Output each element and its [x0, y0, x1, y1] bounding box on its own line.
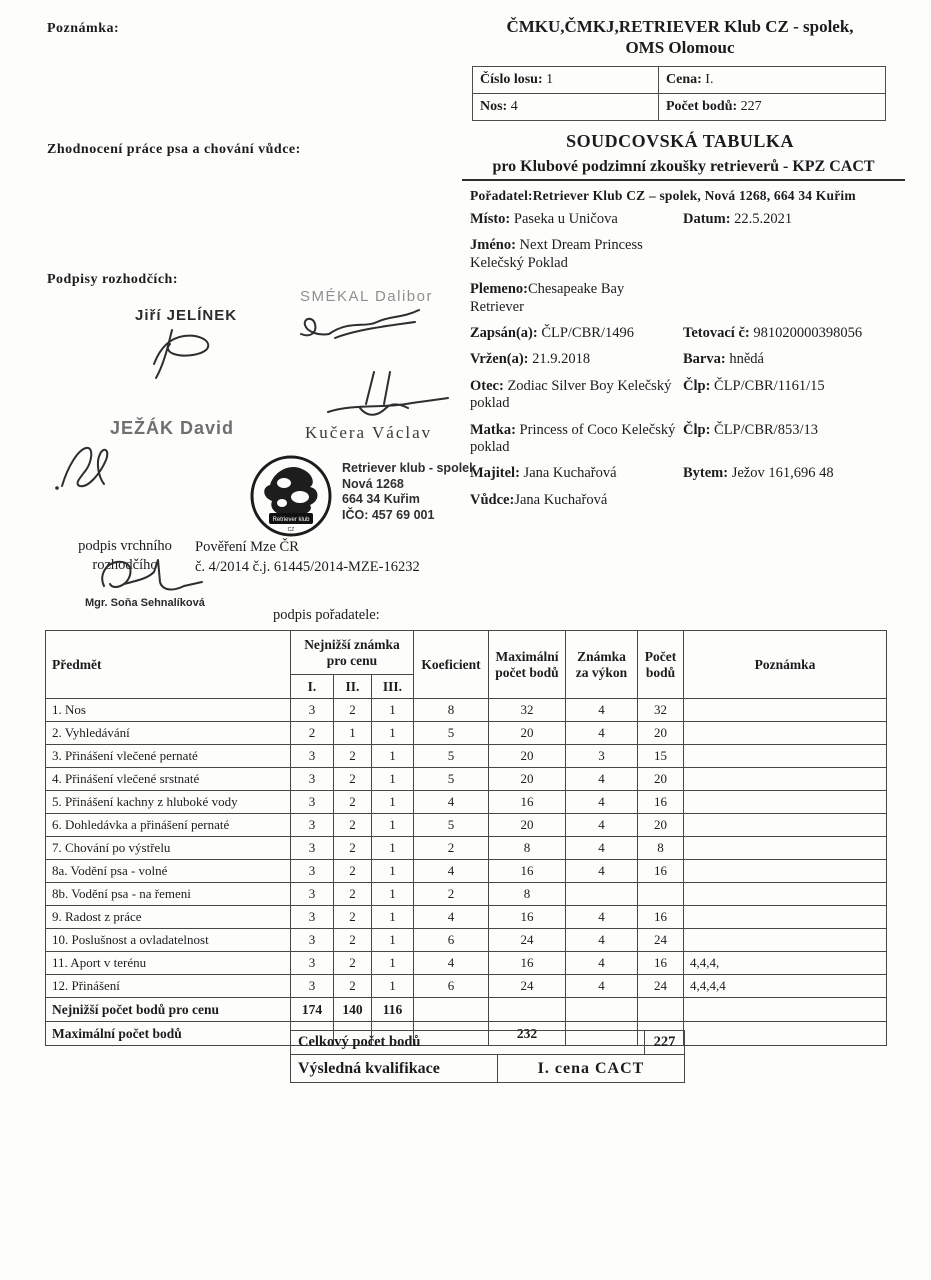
- cell-max-bodu: 16: [489, 906, 566, 929]
- detail-label: Otec:: [470, 377, 504, 394]
- cell-znamka-ii: 2: [334, 906, 372, 929]
- cell-koeficient: 5: [414, 722, 489, 745]
- cell-max-bodu: 8: [489, 883, 566, 906]
- lot-info-table: [472, 66, 886, 121]
- cell-pocet-bodu: 15: [638, 745, 684, 768]
- max-points-value: 232: [489, 1022, 566, 1046]
- chief-label-line-1: podpis vrchního: [78, 538, 172, 554]
- cell-znamka-i: 3: [291, 791, 334, 814]
- judge-name-jezak: JEŽÁK David: [110, 418, 235, 438]
- cell-znamka-vykon: 4: [566, 814, 638, 837]
- detail-line: [470, 325, 926, 342]
- detail-label-2: Datum:: [683, 211, 731, 227]
- cell-max-bodu: 16: [489, 860, 566, 883]
- authorization-line-1: Pověření Mze ČR: [195, 539, 299, 555]
- cell-znamka-ii: 2: [334, 768, 372, 791]
- cell-znamka-ii: 2: [334, 929, 372, 952]
- stamp-line-3: 664 34 Kuřim: [342, 492, 420, 507]
- stamp-line-1: Retriever klub - spolek: [342, 461, 477, 475]
- cell-znamka-iii: 1: [372, 768, 414, 791]
- detail-label: Matka:: [470, 421, 516, 438]
- detail-label-2: Člp:: [683, 377, 711, 394]
- cell-znamka-iii: 1: [372, 814, 414, 837]
- dog-details: [470, 188, 926, 518]
- cell-max-bodu: 20: [489, 768, 566, 791]
- cell-koeficient: 6: [414, 975, 489, 998]
- detail-right: [683, 237, 926, 272]
- cell-znamka-ii: 2: [334, 814, 372, 837]
- col-header-nejnizsi-znamka: Nejnižší známka pro cenu: [291, 631, 414, 675]
- detail-line: [470, 422, 926, 457]
- judges-signatures-label: Podpisy rozhodčích:: [47, 272, 178, 287]
- cell-koeficient: 4: [414, 952, 489, 975]
- detail-value: Next Dream Princess Kelečský Poklad: [470, 237, 643, 271]
- cell-znamka-vykon: 4: [566, 906, 638, 929]
- table-row: [46, 814, 887, 837]
- col-header-cena-3: III.: [372, 675, 414, 699]
- table-row: [473, 67, 886, 94]
- cell-znamka-vykon: 4: [566, 768, 638, 791]
- cislo-losu-value: 1: [542, 72, 554, 87]
- table-row: [46, 768, 887, 791]
- cell-znamka-ii: 1: [334, 722, 372, 745]
- cell-znamka-vykon: 3: [566, 745, 638, 768]
- min-points-label: Nejnižší počet bodů pro cenu: [46, 998, 291, 1022]
- cell-znamka-i: 3: [291, 837, 334, 860]
- cell-predmet: 4. Přinášení vlečené srstnaté: [46, 768, 291, 791]
- cell-poznamka: [684, 699, 887, 722]
- score-table: [45, 630, 887, 1046]
- max-points-label: Maximální počet bodů: [46, 1022, 291, 1046]
- cell-znamka-iii: 1: [372, 883, 414, 906]
- table-row: [46, 837, 887, 860]
- col-header-cena-2: II.: [334, 675, 372, 699]
- detail-left: [470, 211, 683, 228]
- empty-cell: [566, 998, 638, 1022]
- cell-pocet-bodu: 16: [638, 860, 684, 883]
- cell-poznamka: [684, 860, 887, 883]
- detail-value-2: 22.5.2021: [730, 211, 793, 227]
- organisation-header: [455, 16, 905, 59]
- cena-label: Cena:: [666, 72, 702, 87]
- detail-label: Vůdce:: [470, 491, 515, 508]
- organizer-signature-label: podpis pořadatele:: [273, 607, 380, 623]
- cell-max-bodu: 8: [489, 837, 566, 860]
- signature-jelinek: [140, 320, 240, 382]
- cell-koeficient: 2: [414, 837, 489, 860]
- col-header-pocet-bodu: Počet bodů: [638, 631, 684, 699]
- qualification-label: Výsledná kvalifikace: [290, 1055, 497, 1083]
- detail-line: [470, 281, 926, 316]
- cislo-losu-cell: [473, 67, 659, 94]
- cell-koeficient: 8: [414, 699, 489, 722]
- stamp-emblem-text: Retriever klub: [272, 517, 310, 523]
- cell-znamka-i: 3: [291, 768, 334, 791]
- detail-left: [470, 351, 683, 368]
- detail-value: Chesapeake Bay Retriever: [470, 281, 625, 315]
- signature-jezak: [50, 436, 150, 496]
- cell-koeficient: 5: [414, 768, 489, 791]
- cell-znamka-i: 3: [291, 929, 334, 952]
- cell-poznamka: [684, 906, 887, 929]
- organizer-label: Pořadatel:: [470, 188, 533, 203]
- cell-znamka-i: 3: [291, 906, 334, 929]
- cell-predmet: 8b. Vodění psa - na řemeni: [46, 883, 291, 906]
- cell-znamka-iii: 1: [372, 975, 414, 998]
- note-label: Poznámka:: [47, 21, 120, 36]
- nos-cell: [473, 94, 659, 121]
- cell-pocet-bodu: 20: [638, 722, 684, 745]
- table-row: [46, 906, 887, 929]
- cell-znamka-iii: 1: [372, 929, 414, 952]
- cell-znamka-ii: 2: [334, 860, 372, 883]
- detail-value: ČLP/CBR/1496: [537, 324, 634, 341]
- detail-label: Majitel:: [470, 465, 520, 482]
- signature-kucera: [312, 368, 454, 426]
- cell-poznamka: [684, 791, 887, 814]
- pocet-bodu-cell: [659, 94, 886, 121]
- cell-znamka-vykon: 4: [566, 929, 638, 952]
- table-row: [46, 883, 887, 906]
- organisation-line-1: ČMKU,ČMKJ,RETRIEVER Klub CZ - spolek,: [506, 17, 854, 36]
- cell-poznamka: [684, 814, 887, 837]
- cell-max-bodu: 20: [489, 814, 566, 837]
- cell-znamka-i: 3: [291, 975, 334, 998]
- cell-znamka-vykon: 4: [566, 860, 638, 883]
- table-row: [46, 699, 887, 722]
- detail-line: [470, 378, 926, 413]
- cell-znamka-ii: 2: [334, 745, 372, 768]
- cell-max-bodu: 16: [489, 791, 566, 814]
- cell-znamka-vykon: 4: [566, 699, 638, 722]
- empty-cell: [684, 998, 887, 1022]
- empty-cell: [684, 1022, 887, 1046]
- cell-znamka-iii: 1: [372, 952, 414, 975]
- detail-left: [470, 492, 683, 509]
- table-header-row: [46, 631, 887, 675]
- authorization-text: [195, 537, 420, 578]
- cell-znamka-iii: 1: [372, 699, 414, 722]
- cell-pocet-bodu: 20: [638, 768, 684, 791]
- cell-max-bodu: 20: [489, 722, 566, 745]
- detail-line: [470, 492, 926, 509]
- cell-predmet: 8a. Vodění psa - volné: [46, 860, 291, 883]
- judge-name-smekal: SMÉKAL Dalibor: [300, 288, 433, 305]
- table-row: [473, 94, 886, 121]
- cell-pocet-bodu: 24: [638, 975, 684, 998]
- detail-left: [470, 237, 683, 272]
- total-points-value: 227: [644, 1030, 685, 1055]
- col-header-znamka: Známka za výkon: [566, 631, 638, 699]
- authorization-line-2: č. 4/2014 č.j. 61445/2014-MZE-16232: [195, 559, 420, 576]
- detail-label: Jméno:: [470, 237, 516, 254]
- total-points-row: [290, 1030, 685, 1055]
- club-stamp-emblem: [248, 453, 334, 539]
- stamp-emblem-cz: CZ: [287, 527, 295, 533]
- chief-judge-name: Mgr. Soňa Sehnalíková: [85, 597, 205, 609]
- cislo-losu-label: Číslo losu:: [480, 72, 543, 87]
- cell-znamka-iii: 1: [372, 791, 414, 814]
- cell-koeficient: 5: [414, 814, 489, 837]
- min-points-ii: 140: [334, 998, 372, 1022]
- cell-znamka-iii: 1: [372, 860, 414, 883]
- detail-left: [470, 281, 683, 316]
- cell-znamka-ii: 2: [334, 952, 372, 975]
- organizer-value: Retriever Klub CZ – spolek, Nová 1268, 664 34 Kuřim: [532, 188, 856, 203]
- total-points-label: Celkový počet bodů: [290, 1030, 644, 1055]
- table-row: [46, 975, 887, 998]
- detail-right: [683, 281, 926, 316]
- detail-value-2: hnědá: [725, 351, 764, 368]
- cell-koeficient: 4: [414, 906, 489, 929]
- page-title: SOUDCOVSKÁ TABULKA: [566, 131, 794, 151]
- cell-pocet-bodu: 8: [638, 837, 684, 860]
- cell-znamka-vykon: 4: [566, 722, 638, 745]
- cell-pocet-bodu: [638, 883, 684, 906]
- chief-label-line-2: rozhodčího: [92, 556, 158, 573]
- cell-znamka-vykon: 4: [566, 975, 638, 998]
- cell-poznamka: [684, 722, 887, 745]
- nos-label: Nos:: [480, 99, 508, 114]
- detail-label-2: Tetovací č:: [683, 324, 750, 341]
- cell-koeficient: 2: [414, 883, 489, 906]
- cell-pocet-bodu: 24: [638, 929, 684, 952]
- cell-znamka-iii: 1: [372, 837, 414, 860]
- score-table-body: [46, 699, 887, 998]
- col-header-cena-1: I.: [291, 675, 334, 699]
- detail-right: [683, 325, 926, 342]
- col-header-koeficient: Koeficient: [414, 631, 489, 699]
- detail-value: Zodiac Silver Boy Kelečský poklad: [470, 377, 672, 412]
- cell-koeficient: 6: [414, 929, 489, 952]
- detail-line: [470, 351, 926, 368]
- detail-value: Paseka u Uničova: [510, 211, 618, 227]
- cell-znamka-i: 3: [291, 883, 334, 906]
- signature-smekal: [295, 300, 425, 348]
- evaluation-label: Zhodnocení práce psa a chování vůdce:: [47, 142, 301, 157]
- cell-znamka-i: 2: [291, 722, 334, 745]
- cell-znamka-ii: 2: [334, 975, 372, 998]
- cell-koeficient: 4: [414, 860, 489, 883]
- table-row: [46, 745, 887, 768]
- cell-predmet: 3. Přinášení vlečené pernaté: [46, 745, 291, 768]
- cell-predmet: 5. Přinášení kachny z hluboké vody: [46, 791, 291, 814]
- cell-koeficient: 4: [414, 791, 489, 814]
- empty-cell: [414, 998, 489, 1022]
- cell-max-bodu: 20: [489, 745, 566, 768]
- cell-poznamka: [684, 837, 887, 860]
- detail-label-2: Bytem:: [683, 465, 729, 482]
- cell-predmet: 1. Nos: [46, 699, 291, 722]
- detail-line: [470, 465, 926, 482]
- cell-koeficient: 5: [414, 745, 489, 768]
- detail-label-2: Barva:: [683, 351, 726, 368]
- min-points-i: 174: [291, 998, 334, 1022]
- detail-line: [470, 211, 926, 228]
- detail-value-2: ČLP/CBR/1161/15: [710, 377, 825, 394]
- judge-name-kucera: Kučera Václav: [305, 423, 433, 442]
- cell-max-bodu: 16: [489, 952, 566, 975]
- cell-max-bodu: 32: [489, 699, 566, 722]
- detail-left: [470, 378, 683, 413]
- cell-znamka-vykon: [566, 883, 638, 906]
- cell-znamka-i: 3: [291, 814, 334, 837]
- cell-max-bodu: 24: [489, 975, 566, 998]
- cell-pocet-bodu: 16: [638, 906, 684, 929]
- stamp-address: [342, 461, 476, 524]
- cell-poznamka: 4,4,4,: [684, 952, 887, 975]
- cell-znamka-ii: 2: [334, 837, 372, 860]
- cell-predmet: 2. Vyhledávání: [46, 722, 291, 745]
- detail-value: 21.9.2018: [528, 351, 591, 368]
- detail-right: [683, 378, 926, 413]
- page-subtitle: pro Klubové podzimní zkoušky retrieverů - KPZ CACT: [462, 158, 905, 181]
- cell-znamka-vykon: 4: [566, 837, 638, 860]
- detail-value-2: ČLP/CBR/853/13: [710, 421, 818, 438]
- detail-left: [470, 325, 683, 342]
- cell-predmet: 6. Dohledávka a přinášení pernaté: [46, 814, 291, 837]
- table-row: [46, 791, 887, 814]
- cell-znamka-vykon: 4: [566, 791, 638, 814]
- cell-pocet-bodu: 16: [638, 791, 684, 814]
- detail-lines: [470, 211, 926, 509]
- detail-label: Místo:: [470, 211, 511, 227]
- organizer-line: [470, 188, 926, 204]
- cell-pocet-bodu: 16: [638, 952, 684, 975]
- col-header-predmet: Předmět: [46, 631, 291, 699]
- detail-right: [683, 492, 926, 509]
- cell-predmet: 11. Aport v terénu: [46, 952, 291, 975]
- table-row: [46, 722, 887, 745]
- cell-znamka-i: 3: [291, 699, 334, 722]
- detail-label: Vržen(a):: [470, 351, 529, 368]
- detail-right: [683, 422, 926, 457]
- cell-max-bodu: 24: [489, 929, 566, 952]
- qualification-value: I. cena CACT: [497, 1055, 685, 1083]
- cell-predmet: 7. Chování po výstřelu: [46, 837, 291, 860]
- cell-znamka-i: 3: [291, 860, 334, 883]
- detail-value-2: 981020000398056: [749, 324, 863, 341]
- detail-right: [683, 465, 926, 482]
- table-row: [46, 929, 887, 952]
- table-row: [46, 860, 887, 883]
- cena-cell: [659, 67, 886, 94]
- cell-znamka-iii: 1: [372, 906, 414, 929]
- signature-chief-judge: [88, 552, 210, 600]
- min-points-row: [46, 998, 887, 1022]
- detail-value: Jana Kuchařová: [514, 491, 608, 508]
- cena-value: I.: [701, 72, 714, 87]
- cell-pocet-bodu: 20: [638, 814, 684, 837]
- detail-left: [470, 465, 683, 482]
- cell-znamka-iii: 1: [372, 745, 414, 768]
- detail-right: [683, 351, 926, 368]
- pocet-bodu-label: Počet bodů:: [666, 99, 738, 114]
- cell-predmet: 12. Přinášení: [46, 975, 291, 998]
- cell-znamka-ii: 2: [334, 699, 372, 722]
- cell-znamka-ii: 2: [334, 791, 372, 814]
- cell-znamka-i: 3: [291, 745, 334, 768]
- detail-label-2: Člp:: [683, 421, 711, 438]
- judge-name-jelinek: Jiří JELÍNEK: [135, 307, 238, 324]
- empty-cell: [638, 998, 684, 1022]
- stamp-line-2: Nová 1268: [342, 476, 404, 491]
- nos-value: 4: [507, 99, 518, 114]
- cell-poznamka: 4,4,4,4: [684, 975, 887, 998]
- cell-pocet-bodu: 32: [638, 699, 684, 722]
- detail-label: Zapsán(a):: [470, 324, 538, 341]
- cell-poznamka: [684, 883, 887, 906]
- detail-value-2: Ježov 161,696 48: [728, 465, 834, 482]
- cell-znamka-iii: 1: [372, 722, 414, 745]
- cell-predmet: 9. Radost z práce: [46, 906, 291, 929]
- col-header-poznamka: Poznámka: [684, 631, 887, 699]
- detail-value: Princess of Coco Kelečský poklad: [470, 421, 676, 455]
- cell-znamka-i: 3: [291, 952, 334, 975]
- detail-label: Plemeno:: [470, 281, 528, 298]
- organisation-line-2: OMS Olomouc: [625, 38, 735, 58]
- col-header-maximalni: Maximální počet bodů: [489, 631, 566, 699]
- cell-poznamka: [684, 768, 887, 791]
- qualification-row: [290, 1055, 685, 1083]
- cell-znamka-vykon: 4: [566, 952, 638, 975]
- cell-predmet: 10. Poslušnost a ovladatelnost: [46, 929, 291, 952]
- detail-line: [470, 237, 926, 272]
- pocet-bodu-value: 227: [737, 99, 762, 114]
- empty-cell: [489, 998, 566, 1022]
- detail-left: [470, 422, 683, 457]
- detail-value: Jana Kuchařová: [519, 465, 617, 482]
- min-points-iii: 116: [372, 998, 414, 1022]
- stamp-line-4: IČO: 457 69 001: [342, 507, 435, 522]
- cell-poznamka: [684, 929, 887, 952]
- cell-znamka-ii: 2: [334, 883, 372, 906]
- cell-poznamka: [684, 745, 887, 768]
- table-row: [46, 952, 887, 975]
- detail-right: [683, 211, 926, 228]
